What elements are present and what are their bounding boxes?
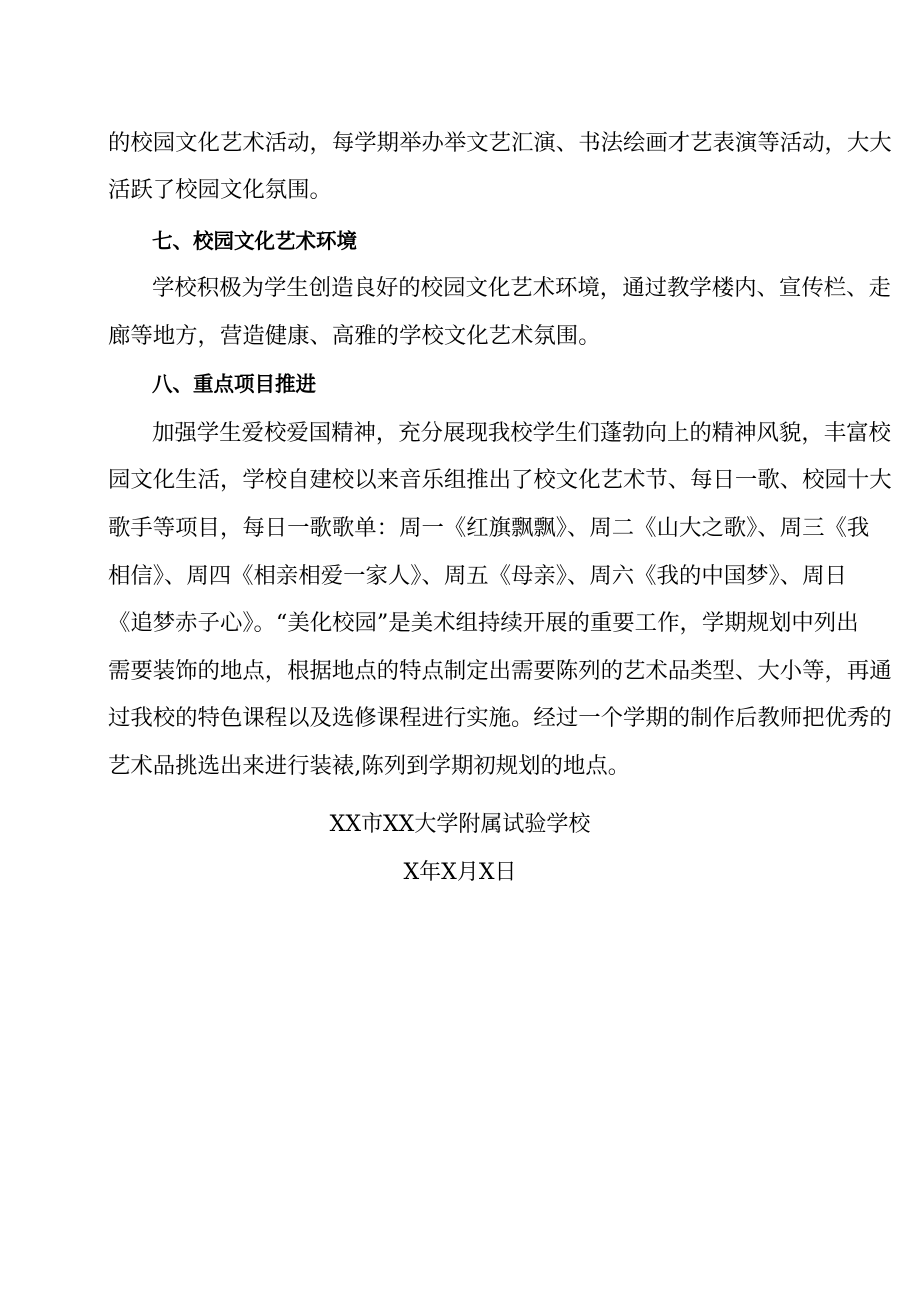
paragraph-line: 活跃了校园文化氛围。 [108,177,332,203]
signature-organization: XX市XX大学附属试验学校 [329,812,591,837]
section-heading-7: 七、校园文化艺术环境 [152,229,357,253]
paragraph-line: 相信》、周四《相亲相爱一家人》、周五《母亲》、周六《我的中国梦》、周日 [108,563,847,589]
signature-date: X年X月X日 [403,860,517,885]
paragraph-line: 《追梦赤子心》。“美化校园”是美术组持续开展的重要工作，学期规划中列出 [108,610,859,636]
section-heading-8: 八、重点项目推进 [152,372,316,396]
paragraph-line: 加强学生爱校爱国精神，充分展现我校学生们蓬勃向上的精神风貌，丰富校 [152,420,891,446]
paragraph-line: 的校园文化艺术活动，每学期举办举文艺汇演、书法绘画才艺表演等活动，大大 [108,130,892,156]
paragraph-line: 艺术品挑选出来进行装裱,陈列到学期初规划的地点。 [108,753,631,779]
paragraph-line: 廊等地方，营造健康、高雅的学校文化艺术氛围。 [108,323,601,349]
paragraph-line: 需要装饰的地点，根据地点的特点制定出需要陈列的艺术品类型、大小等，再通 [108,658,892,684]
paragraph-line: 园文化生活，学校自建校以来音乐组推出了校文化艺术节、每日一歌、校园十大 [108,467,892,493]
paragraph-line: 学校积极为学生创造良好的校园文化艺术环境，通过教学楼内、宣传栏、走 [152,275,891,301]
paragraph-line: 歌手等项目，每日一歌歌单：周一《红旗飘飘》、周二《山大之歌》、周三《我 [108,515,870,541]
paragraph-line: 过我校的特色课程以及选修课程进行实施。经过一个学期的制作后教师把优秀的 [108,705,892,731]
